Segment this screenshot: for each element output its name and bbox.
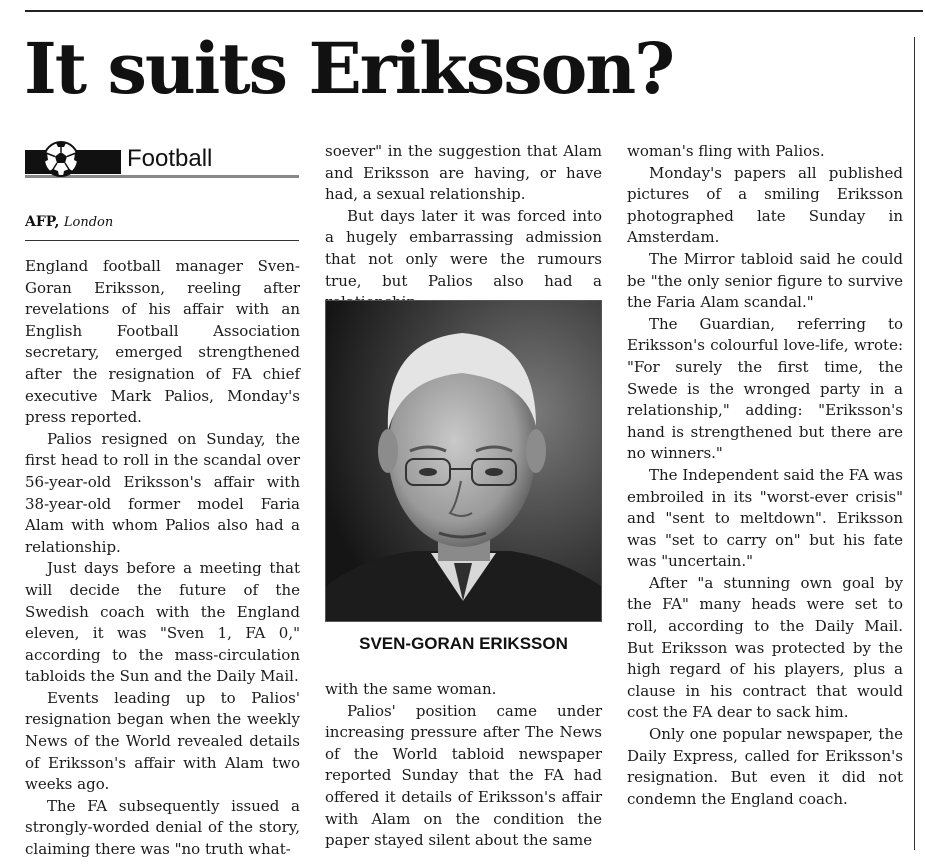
byline-agency: AFP, <box>25 214 60 230</box>
right-column-rule <box>914 37 915 850</box>
paragraph: with the same woman. <box>325 680 497 698</box>
paragraph: After "a stunning own goal by the FA" many heads were set to roll, according to the Daily Mail. But Eriksson was protected by the high regard of his players, plus a clause in his contract that would cost the FA dear to sack him. <box>627 573 903 722</box>
football-icon <box>39 140 83 178</box>
paragraph: The Guardian, referring to Eriksson's colourful love-life, wrote: "For surely the first time, the Swede is the wronged party in a relationship," adding: "Eriksson's hand is strengthened but there are no winners." <box>627 314 903 463</box>
top-rule <box>25 10 923 12</box>
paragraph: Palios' position came under increasing pressure after The News of the World tabloid newspaper reported Sunday that the FA had offered it details of Eriksson's affair with Alam on the condition the paper stayed silent about the same <box>325 701 602 850</box>
section-label: Football <box>127 145 213 172</box>
paragraph: England football manager Sven-Goran Eriksson, reeling after revelations of his affair with an English Football Association secretary, emerged strengthened after the resignation of FA chief executive Mark Palios, Monday's press reported. <box>25 257 300 427</box>
paragraph: Events leading up to Palios' resignation began when the weekly News of the World revealed details of Eriksson's affair with Alam two weeks ago. <box>25 688 300 794</box>
paragraph: Just days before a meeting that will decide the future of the Swedish coach with the England eleven, it was "Sven 1, FA 0," according to the mass-circulation tabloids the Sun and the Daily Mail. <box>25 559 300 686</box>
photo-caption: SVEN-GORAN ERIKSSON <box>359 634 568 653</box>
article-column-2-top <box>325 141 602 314</box>
section-tag <box>25 138 299 182</box>
paragraph: The Mirror tabloid said he could be "the only senior figure to survive the Faria Alam scandal." <box>627 249 903 312</box>
paragraph: soever" in the suggestion that Alam and Eriksson are having, or have had, a sexual relationship. <box>325 142 602 204</box>
byline <box>25 214 299 241</box>
byline-city: London <box>63 215 114 230</box>
paragraph: But days later it was forced into a hugely embarrassing admission that not only were the rumours true, but Palios also had a <box>325 206 602 290</box>
article-column-3 <box>627 141 903 810</box>
eriksson-photo <box>325 300 602 622</box>
paragraph: The Independent said the FA was embroiled in its "worst-ever crisis" and "sent to meltdown". Eriksson was "set to carry on" but his fate was "uncertain." <box>627 465 903 571</box>
article-column-1 <box>25 256 300 861</box>
paragraph: woman's fling with Palios. <box>627 142 825 160</box>
portrait-image <box>326 301 601 621</box>
headline: It suits Eriksson? <box>24 27 674 110</box>
paragraph: Palios resigned on Sunday, the first head to roll in the scandal over 56-year-old Eriksson's affair with 38-year-old former model Faria Alam with whom Palios also had a relationship. <box>25 429 300 556</box>
section-tag-box <box>25 140 121 175</box>
paragraph: Monday's papers all published pictures of a smiling Eriksson photographed late Sunday in Amsterdam. <box>627 163 903 247</box>
paragraph: Only one popular newspaper, the Daily Express, called for Eriksson's resignation. But even it did not condemn the England coach. <box>627 725 903 808</box>
paragraph: The FA subsequently issued a strongly-worded denial of the story, claiming there was "no truth what- <box>25 796 300 859</box>
article-column-2-bottom <box>325 679 602 852</box>
